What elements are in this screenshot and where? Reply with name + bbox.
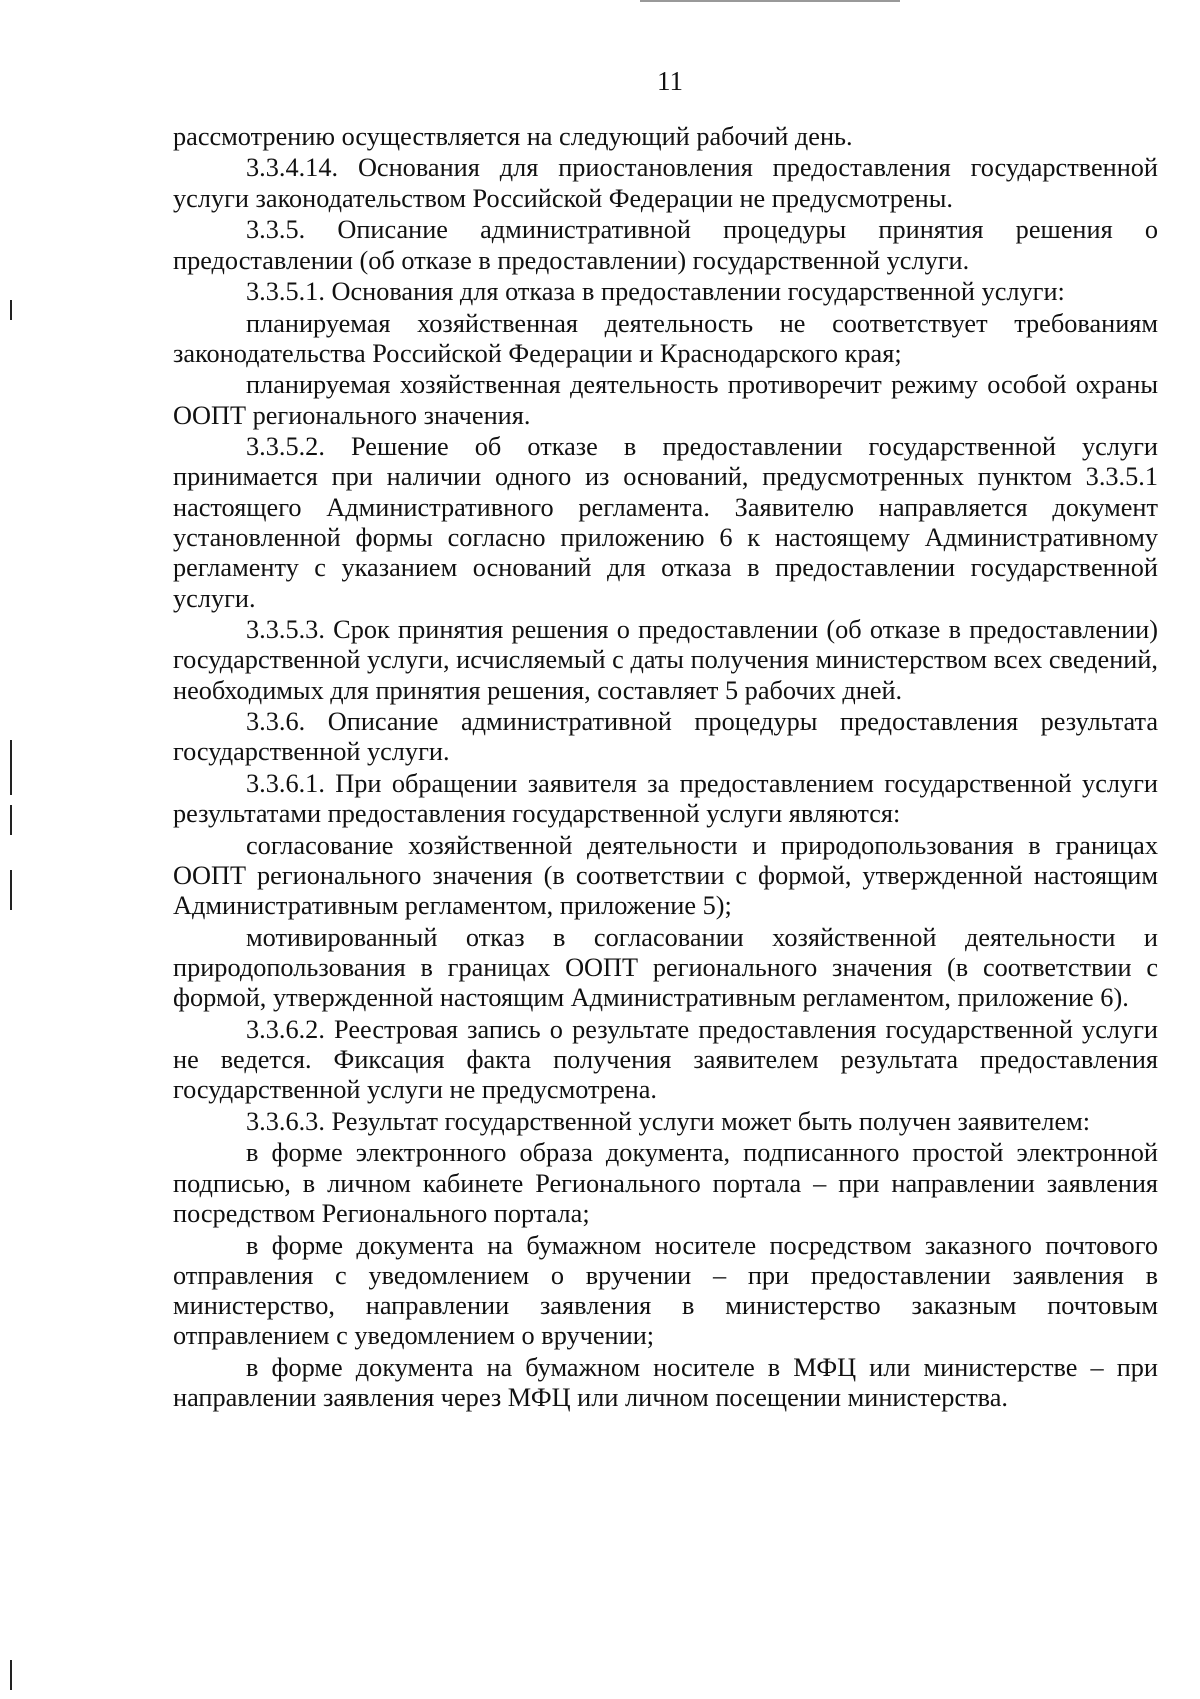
page-number: 11 <box>657 66 683 96</box>
scan-margin-mark <box>10 870 12 910</box>
paragraph: согласование хозяйственной деятельности и природопользования в границах ООПТ регионального значения (в соответствии с формой, утвержденной настоящим Административным регламентом, приложение 5); <box>173 830 1158 921</box>
scan-margin-mark <box>10 805 12 835</box>
paragraph: 3.3.5.1. Основания для отказа в предоставлении государственной услуги: <box>246 277 1065 307</box>
paragraph: 3.3.4.14. Основания для приостановления предоставления государственной услуги законодательством Российской Федерации не предусмотрены. <box>173 153 1158 213</box>
paragraph: планируемая хозяйственная деятельность не соответствует требованиям законодательства Российской Федерации и Краснодарского края; <box>173 308 1158 368</box>
paragraph: мотивированный отказ в согласовании хозяйственной деятельности и природопользования в границах ООПТ регионального значения (в соответствии с формой, утвержденной настоящим Административным регламентом, приложение 6). <box>173 922 1158 1013</box>
paragraph: 3.3.6.1. При обращении заявителя за предоставлением государственной услуги результатами предоставления государственной услуги являются: <box>173 768 1158 829</box>
paragraph: 3.3.5.2. Решение об отказе в предоставлении государственной услуги принимается при наличии одного из оснований, предусмотренных пунктом 3.3.5.1 настоящего Административного регламента. Заявителю направляется документ установленной формы согласно приложению 6 к настоящему Административному регламенту с указанием оснований для отказа в предоставлении государственной услуги. <box>173 432 1158 613</box>
paragraph: 3.3.6. Описание административной процедуры предоставления результата государственной услуги. <box>173 707 1158 767</box>
paragraph: рассмотрению осуществляется на следующий рабочий день. <box>173 122 853 151</box>
scan-margin-mark <box>10 1660 12 1690</box>
document-body <box>173 122 1158 1415</box>
paragraph: 3.3.6.2. Реестровая запись о результате предоставления государственной услуги не ведется. Фиксация факта получения заявителем результата предоставления государственной услуги не предусмотрена. <box>173 1014 1158 1105</box>
paragraph: 3.3.5. Описание административной процедуры принятия решения о предоставлении (об отказе в предоставлении) государственной услуги. <box>173 215 1158 275</box>
paragraph: в форме документа на бумажном носителе посредством заказного почтового отправления с уведомлением о вручении – при предоставлении заявления в министерство, направлении заявления в министерство заказным почтовым отправлением с уведомлением о вручении; <box>173 1230 1158 1351</box>
paragraph: в форме электронного образа документа, подписанного простой электронной подписью, в личном кабинете Регионального портала – при направлении заявления посредством Регионального портала; <box>173 1138 1158 1229</box>
scan-margin-mark <box>10 740 12 795</box>
paragraph: 3.3.5.3. Срок принятия решения о предоставлении (об отказе в предоставлении) государственной услуги, исчисляемый с даты получения министерством всех сведений, необходимых для принятия решения, составляет 5 рабочих дней. <box>173 615 1158 705</box>
scan-edge-mark <box>640 0 900 2</box>
paragraph: в форме документа на бумажном носителе в МФЦ или министерстве – при направлении заявления через МФЦ или личном посещении министерства. <box>173 1352 1158 1413</box>
paragraph: планируемая хозяйственная деятельность противоречит режиму особой охраны ООПТ регионального значения. <box>173 370 1158 430</box>
paragraph: 3.3.6.3. Результат государственной услуги может быть получен заявителем: <box>246 1106 1091 1136</box>
scan-margin-mark <box>10 300 12 320</box>
